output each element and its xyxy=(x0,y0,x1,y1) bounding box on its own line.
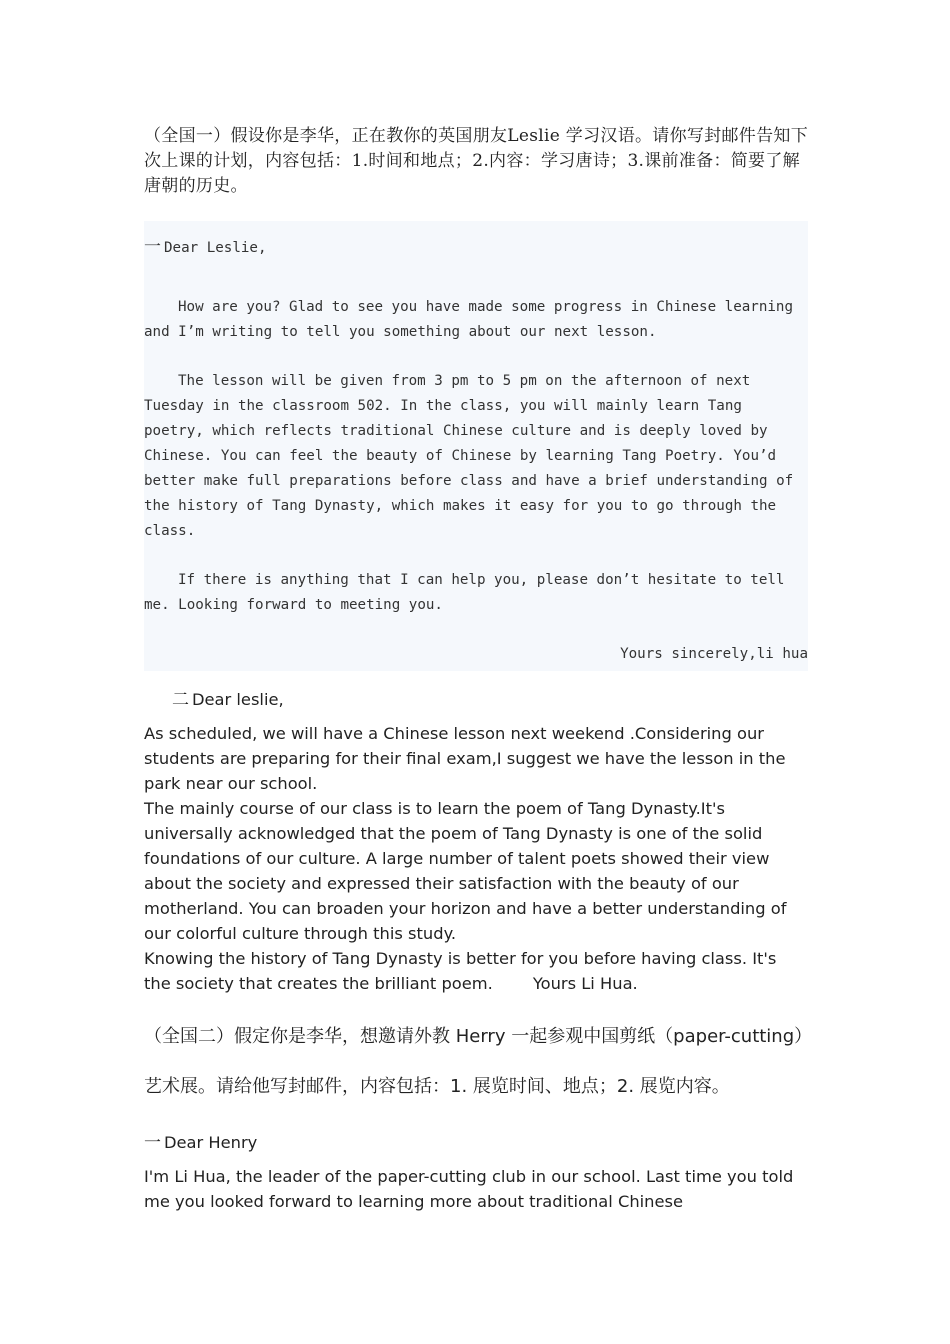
document-page xyxy=(144,124,808,1214)
essay-1-paragraph-3: If there is anything that I can help you, please don’t hesitate to tell me. Looking forward to meeting you. xyxy=(144,572,785,613)
essay-3 xyxy=(144,1130,808,1214)
essay-2-body-3-text: Knowing the history of Tang Dynasty is better for you before having class. It's the society that creates the brilliant poem. xyxy=(144,949,777,993)
essay-3-greeting-line xyxy=(144,1130,808,1156)
essay-2-marker: 二 xyxy=(172,690,189,710)
essay-1-greeting-line xyxy=(144,235,808,261)
essay-2-body-1: As scheduled, we will have a Chinese lesson next weekend .Considering our students are preparing for their final exam,I suggest we have the lesson in the park near our school. xyxy=(144,724,786,793)
question-2-prefix: （全国二） xyxy=(144,1026,234,1047)
essay-3-greeting: Dear Henry xyxy=(164,1133,258,1152)
essay-1-signoff: Yours sincerely,li hua xyxy=(620,646,808,662)
essay-1-paragraph-2: The lesson will be given from 3 pm to 5 pm on the afternoon of next Tuesday in the classroom 502. In the class, you will mainly learn Tang poetry, which reflects traditional Chinese culture and is deeply loved by Chinese. You can feel the beauty of Chinese by learning Tang Poetry. You’d better make full preparations before class and have a brief understanding of the history of Tang Dynasty, which makes it easy for you to go through the class. xyxy=(144,373,794,539)
essay-2-signoff: Yours Li Hua. xyxy=(532,974,638,993)
question-1-prompt: （全国一）假设你是李华，正在教你的英国朋友Leslie 学习汉语。请你写封邮件告知下次上课的计划，内容包括：1.时间和地点；2.内容：学习唐诗；3.课前准备：简要了解唐朝的历史。 xyxy=(144,126,809,196)
question-2-prompt: 假定你是李华，想邀请外教 Herry 一起参观中国剪纸（paper-cutting）艺术展。请给他写封邮件，内容包括：1. 展览时间、地点；2. 展览内容。 xyxy=(144,1026,804,1097)
essay-3-marker: 一 xyxy=(144,1133,161,1153)
essay-1-greeting: Dear Leslie, xyxy=(164,240,267,256)
question-2-prompt-line xyxy=(144,1012,808,1112)
essay-3-body: I'm Li Hua, the leader of the paper-cutting club in our school. Last time you told me you looked forward to learning more about traditional Chinese xyxy=(144,1167,794,1211)
essay-2-body-2: The mainly course of our class is to learn the poem of Tang Dynasty.It's universally acknowledged that the poem of Tang Dynasty is one of the solid foundations of our culture. A large number of talent poets showed their view about the society and expressed their satisfaction with the beauty of our motherland. You can broaden your horizon and have a better understanding of our colorful culture through this study. xyxy=(144,799,787,943)
essay-2-greeting: Dear leslie, xyxy=(192,690,284,709)
essay-1-paragraph-1: How are you? Glad to see you have made some progress in Chinese learning and I’m writing to tell you something about our next lesson. xyxy=(144,299,793,340)
essay-1-box xyxy=(144,221,808,671)
essay-2-body-3 xyxy=(144,946,808,996)
essay-2 xyxy=(144,687,808,996)
essay-1-marker: 一 xyxy=(144,237,161,257)
essay-2-greeting-line xyxy=(144,687,808,713)
